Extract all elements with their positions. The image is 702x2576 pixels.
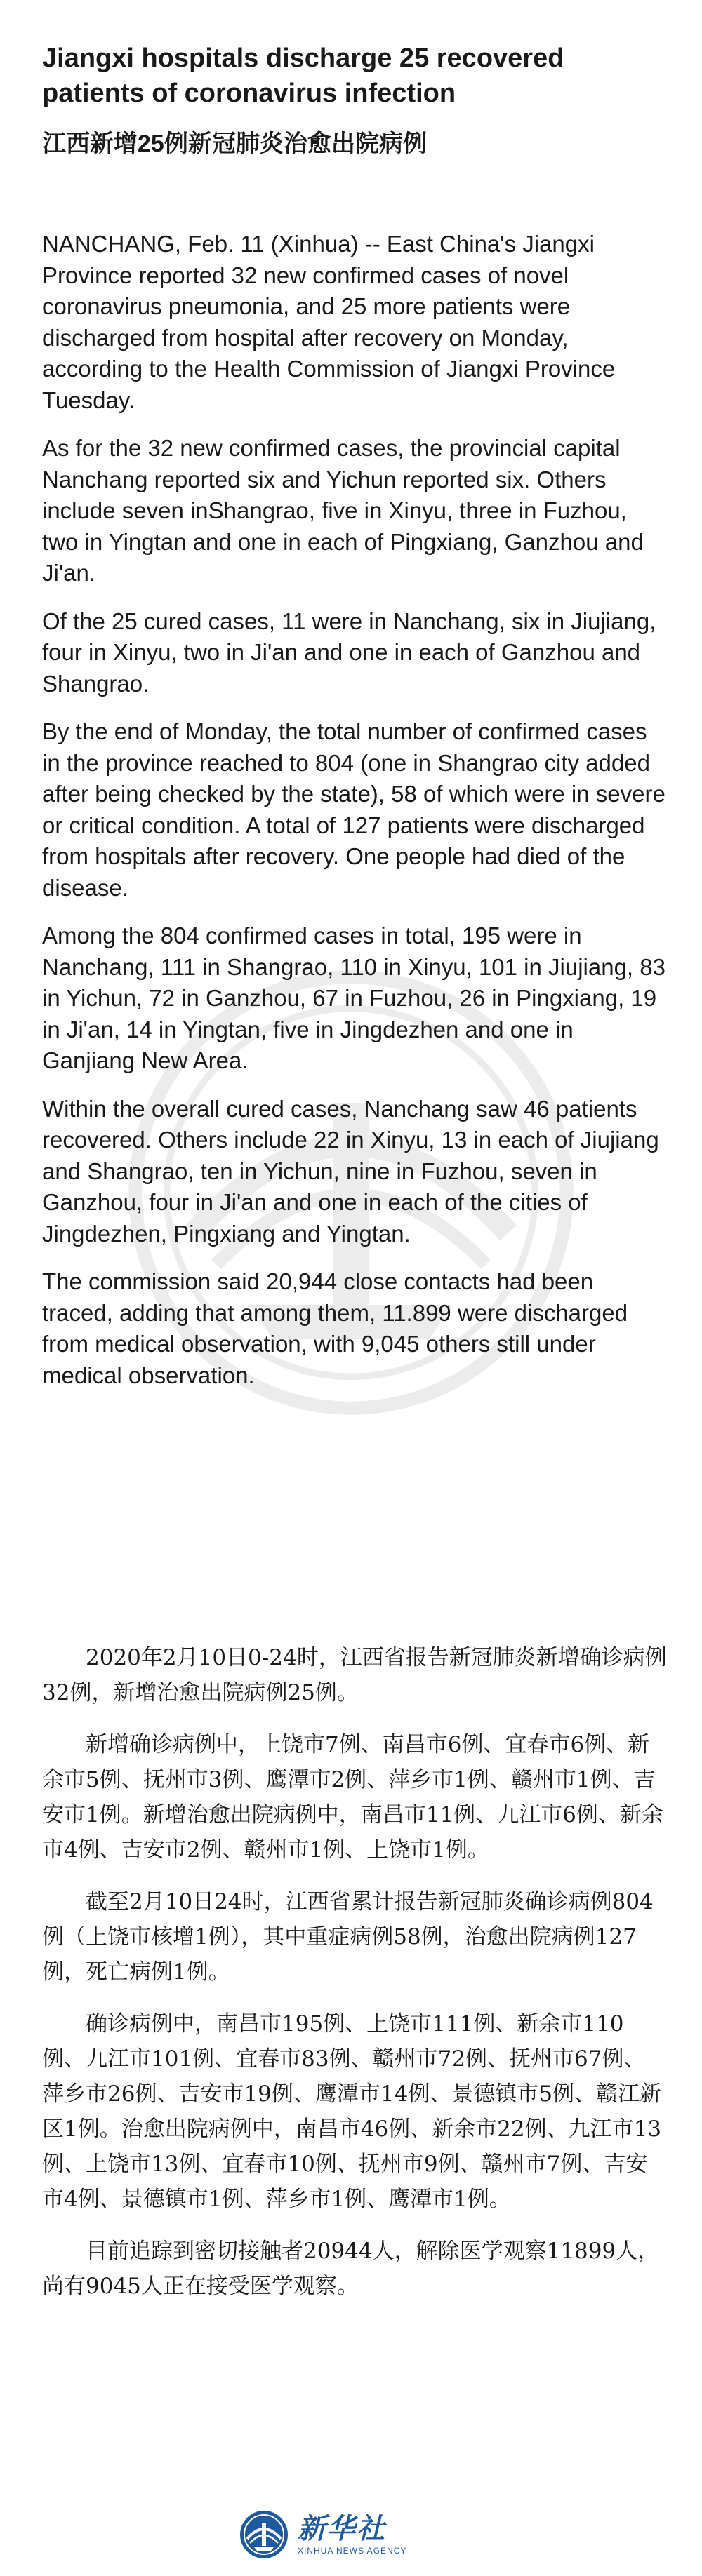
article-title-en: Jiangxi hospitals discharge 25 recovered patients of coronavirus infection (42, 43, 564, 108)
paragraph-en: As for the 32 new confirmed cases, the provincial capital Nanchang reported six and Yichun reported six. Others include seven inShangrao, five in Xinyu, three in Fuzhou, two in Yingtan and one in each of Pingxiang, Ganzhou and Ji'an. (42, 435, 644, 586)
logo-cn-text: 新华社 (298, 2512, 386, 2545)
title-cn-suffix: 例新冠肺炎治愈出院病例 (164, 130, 427, 158)
paragraph-cn: 2020年2月10日0-24时，江西省报告新冠肺炎新增确诊病例32例，新增治愈出院病例25例。 (42, 1645, 667, 1705)
paragraph-en: By the end of Monday, the total number of confirmed cases in the province reached to 804 (one in Shangrao city added after being checked by the state), 58 of which were in severe or critical condition. A total of 127 patients were discharged from hospitals after recovery. One people had died of the disease. (42, 718, 665, 901)
xinhua-logo (239, 2507, 463, 2562)
title-cn-number: 25 (138, 130, 164, 157)
paragraph-en: NANCHANG, Feb. 11 (Xinhua) -- East China's Jiangxi Province reported 32 new confirmed cases of novel coronavirus pneumonia, and 25 more patients were discharged from hospital after recovery on Monday, according to the Health Commission of Jiangxi Province Tuesday. (42, 231, 616, 413)
paragraph-cn: 截至2月10日24时，江西省累计报告新冠肺炎确诊病例804例（上饶市核增1例），其中重症病例58例，治愈出院病例127例，死亡病例1例。 (42, 1889, 654, 1985)
logo-en-text: XINHUA NEWS AGENCY (298, 2546, 407, 2556)
article-body-en (42, 229, 667, 1408)
logo-text (298, 2513, 406, 2556)
article-title-cn (42, 128, 660, 160)
paragraph-en: The commission said 20,944 close contacts had been traced, adding that among them, 11.899 were discharged from medical observation, with 9,045 others still under medical observation. (42, 1268, 628, 1388)
paragraph-cn: 确诊病例中，南昌市195例、上饶市111例、新余市110例、九江市101例、宜春市83例、赣州市72例、抚州市67例、萍乡市26例、吉安市19例、鹰潭市14例、景德镇市5例、赣江新区1例。治愈出院病例中，南昌市46例、新余市22例、九江市13例、上饶市13例、宜春市10例、抚州市9例、赣州市7例、吉安市4例、景德镇市1例、萍乡市1例、鹰潭市1例。 (42, 2011, 662, 2212)
paragraph-cn: 新增确诊病例中，上饶市7例、南昌市6例、宜春市6例、新余市5例、抚州市3例、鹰潭市2例、萍乡市1例、赣州市1例、吉安市1例。新增治愈出院病例中，南昌市11例、九江市6例、新余市4例、吉安市2例、赣州市1例、上饶市1例。 (42, 1732, 663, 1863)
xinhua-emblem-icon (239, 2509, 289, 2560)
paragraph-en: Among the 804 confirmed cases in total, 195 were in Nanchang, 111 in Shangrao, 110 in Xinyu, 101 in Jiujiang, 83 in Yichun, 72 in Ganzhou, 67 in Fuzhou, 26 in Pingxiang, 19 in Ji'an, 14 in Yingtan, five in Jingdezhen and one in Ganjiang New Area. (42, 923, 665, 1073)
title-cn-prefix: 江西新增 (42, 130, 138, 158)
paragraph-cn: 目前追踪到密切接触者20944人，解除医学观察11899人，尚有9045人正在接受医学观察。 (42, 2239, 660, 2299)
paragraph-en: Within the overall cured cases, Nanchang saw 46 patients recovered. Others include 22 in Xinyu, 13 in each of Jiujiang and Shangrao, ten in Yichun, nine in Fuzhou, seven in Ganzhou, four in Ji'an and one in each of the cities of Jingdezhen, Pingxiang and Yingtan. (42, 1095, 659, 1247)
article-body-cn (42, 1640, 667, 2321)
paragraph-en: Of the 25 cured cases, 11 were in Nanchang, six in Jiujiang, four in Xinyu, two in Ji'an and one in each of Ganzhou and Shangrao. (42, 608, 656, 697)
